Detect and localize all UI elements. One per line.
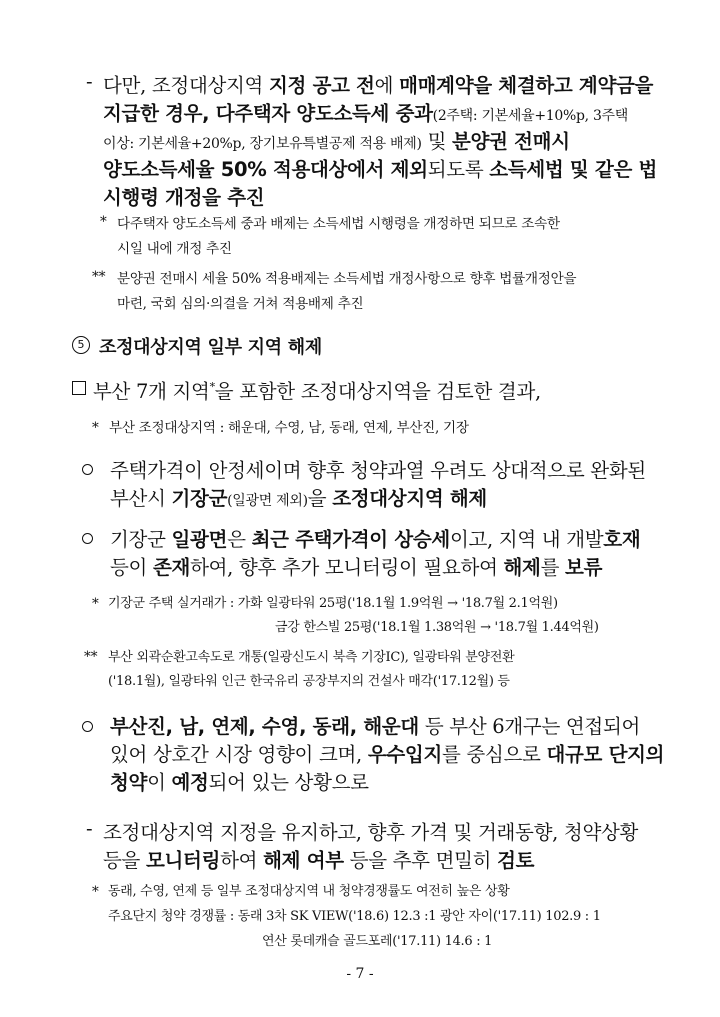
paragraph-line (103, 70, 653, 98)
checkbox-square-icon (72, 381, 86, 395)
bold-text-run: 일광면 (171, 528, 228, 551)
footnote-line: 주요단지 청약 경쟁률 : 동래 3차 SK VIEW('18.6) 12.3 :1 광안 자이('17.11) 102.9 : 1 (108, 909, 601, 924)
text-run: (일광면 제외) (227, 493, 308, 509)
paragraph-line (103, 845, 534, 873)
footnote-line: 다주택자 양도소득세 중과 배제는 소득세법 시행령을 개정하면 되므로 조속한 (117, 216, 560, 232)
paragraph-line (110, 524, 640, 552)
bold-text-run: 호재 (603, 528, 641, 551)
box-text: 을 포함한 조정대상지역을 검토한 결과, (214, 380, 541, 403)
bold-text-run: 지급한 경우, 다주택자 양도소득세 중과 (103, 102, 433, 125)
paragraph-line (110, 711, 640, 739)
bold-text-run: 조정대상지역 해제 (332, 487, 487, 510)
text-run: 되도록 (427, 158, 490, 181)
text-run: 을 (307, 487, 333, 510)
section-number: 5 (72, 336, 90, 354)
text-run: (2주택: 기본세율+10%p, 3주택 (432, 108, 629, 124)
dash-marker: - (86, 817, 93, 840)
text-run: 이고, 지역 내 개발 (449, 528, 604, 551)
footnote-line: ('18.1월), 일광타워 인근 한국유리 공장부지의 건설사 매각('17.12월) 등 (108, 674, 510, 689)
box-text: 부산 7개 지역 (93, 380, 210, 403)
text-run: 하여 (220, 849, 264, 872)
text-run: 에 (374, 74, 400, 97)
section-title: 조정대상지역 일부 지역 해제 (99, 337, 322, 358)
footnote-marker: ** (92, 269, 106, 285)
text-run: 및 (421, 130, 453, 153)
footnote-line: 분양권 전매시 세율 50% 적용배제는 소득세법 개정사항으로 향후 법률개정안을 (117, 271, 577, 287)
paragraph-line (103, 817, 638, 845)
paragraph-line (110, 483, 487, 511)
footnote-line: 연산 롯데캐슬 골드포레('17.11) 14.6 : 1 (262, 934, 493, 949)
bold-text-run: 시행령 개정을 추진 (103, 186, 265, 209)
footnote-marker: * (92, 420, 99, 436)
paragraph-line (110, 552, 602, 580)
text-run: 기장군 (110, 528, 172, 551)
text-run: 등을 추후 면밀히 (343, 849, 498, 872)
paragraph-line (110, 767, 369, 795)
bold-text-run: 지정 공고 전 (269, 74, 375, 97)
footnote-marker: * (92, 884, 99, 900)
text-run: 하여, 향후 추가 모니터링이 필요하여 (190, 556, 504, 579)
text-run: 를 중심으로 (442, 743, 547, 766)
paragraph-line (103, 182, 264, 210)
text-run: 주택가격이 안정세이며 향후 청약과열 우려도 상대적으로 완화된 (110, 459, 646, 482)
bold-text-run: 분양권 전매시 (452, 130, 570, 153)
bold-text-run: 기장군 (171, 487, 228, 510)
paragraph-line (103, 98, 628, 126)
bold-text-run: 해제 (503, 556, 541, 579)
bold-text-run: 모니터링 (145, 849, 221, 872)
footnote-sup: * (209, 380, 215, 394)
circle-bullet-icon (82, 533, 93, 544)
bold-text-run: 매매계약을 체결하고 계약금을 (399, 74, 654, 97)
page-number: - 7 - (346, 966, 374, 982)
bold-text-run: 존재 (152, 556, 191, 579)
paragraph-line (110, 455, 646, 483)
text-run: 있어 상호간 시장 영향이 크며, (110, 743, 368, 766)
text-run: 은 (227, 528, 252, 551)
box-paragraph (93, 376, 541, 404)
footnote-marker: ** (84, 649, 98, 665)
bold-text-run: 청약 (110, 771, 148, 794)
footnote-line: 시일 내에 개정 추진 (117, 241, 232, 257)
footnote-line: 금강 한스빌 25평('18.1월 1.38억원 → '18.7월 1.44억원) (275, 620, 599, 635)
footnote-line: 마련, 국회 심의·의결을 거쳐 적용배제 추진 (117, 296, 364, 312)
text-run: 부산시 (110, 487, 172, 510)
bold-text-run: 우수입지 (367, 743, 442, 766)
footnote-marker: * (92, 596, 99, 612)
footnote-line: 동래, 수영, 연제 등 일부 조정대상지역 내 청약경쟁률도 여전히 높은 상황 (108, 884, 510, 899)
text-run: 되어 있는 상황으로 (208, 771, 369, 794)
paragraph-line (103, 154, 657, 182)
bold-text-run: 해제 여부 (263, 849, 344, 872)
text-run: 다만, 조정대상지역 (103, 74, 269, 97)
text-run: 등 부산 6개구는 연접되어 (418, 715, 641, 738)
footnote-marker: * (100, 214, 107, 230)
footnote-line: 부산 조정대상지역 : 해운대, 수영, 남, 동래, 연제, 부산진, 기장 (109, 420, 469, 436)
bold-text-run: 소득세법 및 같은 법 (489, 158, 658, 181)
footnote-line: 기장군 주택 실거래가 : 가화 일광타워 25평('18.1월 1.9억원 → '18.7월 2.1억원) (108, 596, 558, 611)
text-run: 를 (540, 556, 566, 579)
text-run: 등이 (110, 556, 153, 579)
text-run: 이 (147, 771, 172, 794)
dash-marker: - (86, 70, 93, 93)
bold-text-run: 검토 (497, 849, 535, 872)
bold-text-run: 예정 (171, 771, 209, 794)
text-run: 등을 (103, 849, 146, 872)
text-run: 이상: 기본세율+20%p, 장기보유특별공제 적용 배제) (103, 136, 422, 152)
circle-bullet-icon (82, 464, 93, 475)
bold-text-run: 대규모 단지의 (546, 743, 665, 766)
footnote-line: 부산 외곽순환고속도로 개통(일광신도시 북측 기장IC), 일광타워 분양전환 (108, 650, 515, 665)
bold-text-run: 보류 (565, 556, 603, 579)
text-run: 조정대상지역 지정을 유지하고, 향후 가격 및 거래동향, 청약상황 (103, 821, 639, 844)
paragraph-line (110, 739, 664, 767)
circle-bullet-icon (82, 721, 93, 732)
paragraph-line (103, 126, 570, 154)
bold-text-run: 최근 주택가격이 상승세 (251, 528, 450, 551)
bold-text-run: 양도소득세율 50% 적용대상에서 제외 (103, 158, 428, 181)
bold-text-run: 부산진, 남, 연제, 수영, 동래, 해운대 (110, 715, 419, 738)
